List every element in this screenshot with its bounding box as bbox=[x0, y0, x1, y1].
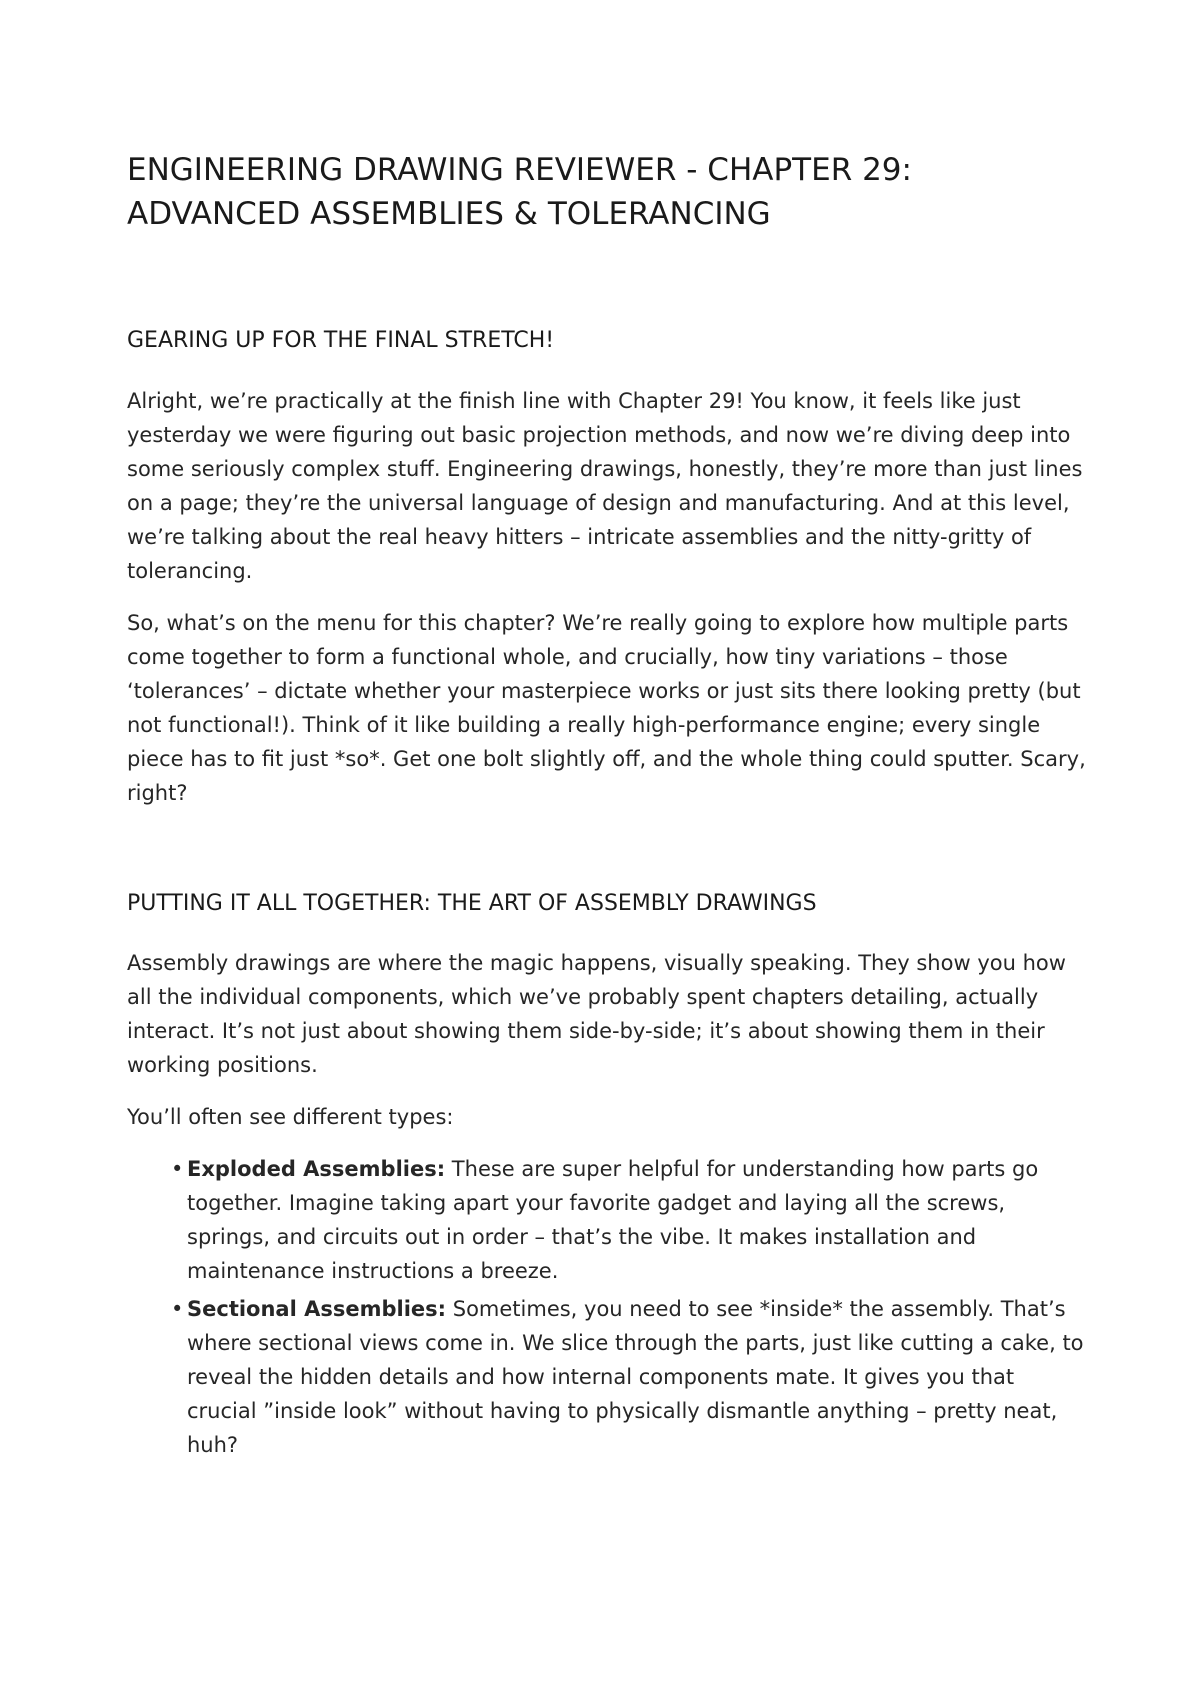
term-exploded-assemblies: Exploded Assemblies: bbox=[187, 1157, 446, 1182]
paragraph-assembly-intro: Assembly drawings are where the magic happens, visually speaking. They show you how all the individual components, which we’ve probably spent chapters detailing, actually interact. It’s not just about showing them side-by-side; it’s about showing them in their working positions. bbox=[127, 951, 1066, 1078]
assembly-types-list bbox=[127, 1152, 1087, 1462]
description-sectional-assemblies: Sometimes, you need to see *inside* the assembly. That’s where sectional views come in. We slice through the parts, just like cutting a cake, to reveal the hidden details and how internal components mate. It gives you that crucial ”inside look” without having to physically dismantle anything – pretty neat, huh? bbox=[187, 1297, 1084, 1458]
bullet-marker: • bbox=[171, 1297, 184, 1322]
document-title-line2: ADVANCED ASSEMBLIES & TOLERANCING bbox=[127, 196, 771, 233]
bullet-marker: • bbox=[171, 1157, 184, 1182]
section-heading-assembly-drawings: PUTTING IT ALL TOGETHER: THE ART OF ASSEMBLY DRAWINGS bbox=[127, 890, 817, 916]
paragraph-types-lead: You’ll often see different types: bbox=[127, 1105, 454, 1130]
paragraph-intro: Alright, we’re practically at the finish line with Chapter 29! You know, it feels like just yesterday we were figuring out basic projection methods, and now we’re diving deep into some seriously complex stuff. Engineering drawings, honestly, they’re more than just lines on a page; they’re the universal language of design and manufacturing. And at this level, we’re talking about the real heavy hitters – intricate assemblies and the nitty-gritty of tolerancing. bbox=[127, 388, 1083, 583]
section-heading-gearing-up: GEARING UP FOR THE FINAL STRETCH! bbox=[127, 328, 555, 354]
term-sectional-assemblies: Sectional Assemblies: bbox=[187, 1297, 447, 1322]
list-item-sectional-assemblies bbox=[171, 1292, 1087, 1462]
document-title-line1: ENGINEERING DRAWING REVIEWER - CHAPTER 29: bbox=[127, 152, 912, 188]
document-page bbox=[127, 148, 1087, 1462]
paragraph-chapter-menu: So, what’s on the menu for this chapter? We’re really going to explore how multiple parts come together to form a functional whole, and crucially, how tiny variations – those ‘tolerances’ – dictate whether your masterpiece works or just sits there looking pretty (but not functional!). Think of it like building a really high-performance engine; every single piece has to fit just *so*. Get one bolt slightly off, and the whole thing could sputter. Scary, right? bbox=[127, 610, 1086, 805]
description-exploded-assemblies: These are super helpful for understanding how parts go together. Imagine taking apart your favorite gadget and laying all the screws, springs, and circuits out in order – that’s the vibe. It makes installation and maintenance instructions a breeze. bbox=[187, 1157, 1039, 1284]
list-item-exploded-assemblies bbox=[171, 1152, 1087, 1288]
document-title bbox=[127, 148, 1087, 236]
